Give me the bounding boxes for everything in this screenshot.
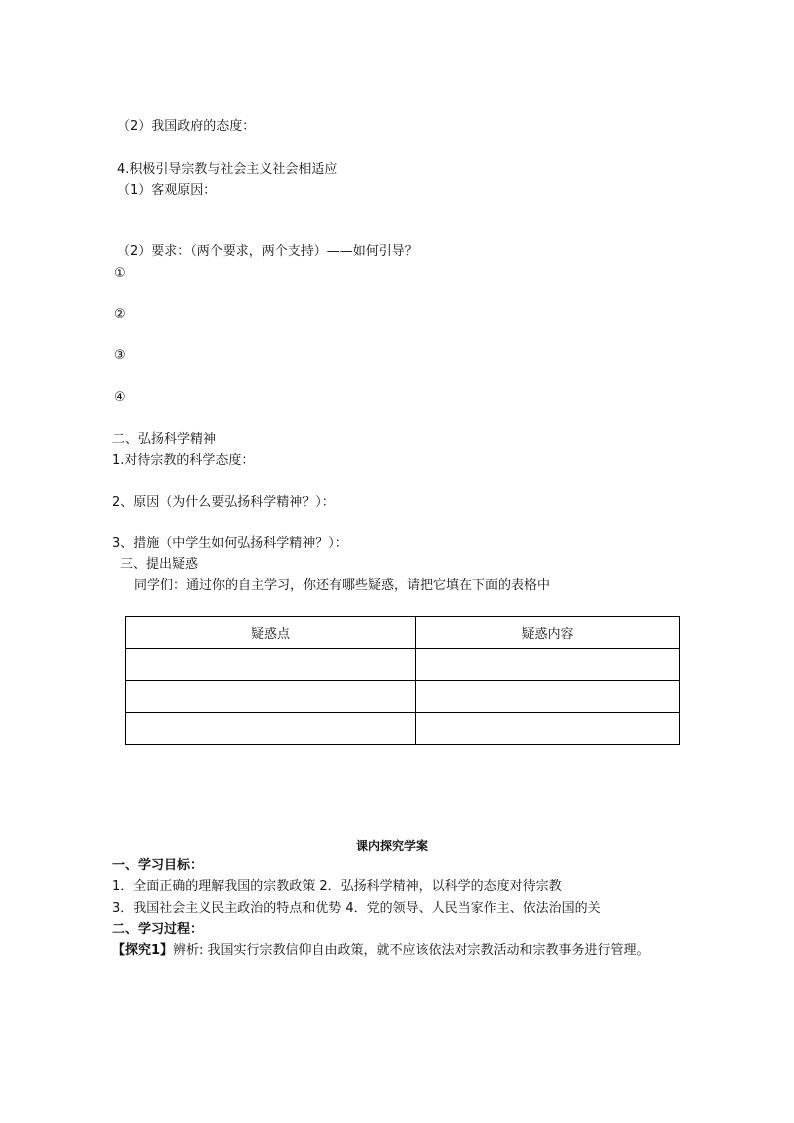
- doubt-point-cell[interactable]: [126, 713, 416, 745]
- goals-heading: 一、学习目标：: [112, 858, 204, 873]
- answer-marker-3: ③: [114, 348, 126, 363]
- doubt-content-header: 疑惑内容: [416, 617, 680, 649]
- explore-1-tag: 【探究1】: [112, 943, 174, 958]
- classroom-title: 课内探究学案: [356, 839, 429, 853]
- section2-item1: 1.对待宗教的科学态度：: [112, 453, 255, 468]
- section2-item3: 3、措施（中学生如何弘扬科学精神？）：: [112, 536, 348, 551]
- requirements-question: （2）要求：（两个要求，两个支持）——如何引导？: [117, 244, 418, 259]
- table-row: [126, 649, 680, 681]
- doubt-content-cell[interactable]: [416, 649, 680, 681]
- objective-reason-question: （1）客观原因：: [117, 183, 217, 198]
- doubt-point-header: 疑惑点: [126, 617, 416, 649]
- answer-marker-1: ①: [114, 266, 126, 281]
- gov-attitude-question: （2）我国政府的态度：: [117, 119, 256, 134]
- explore-1-line: [112, 942, 650, 960]
- doubt-point-cell[interactable]: [126, 649, 416, 681]
- section3-heading: 三、提出疑惑: [120, 557, 199, 572]
- answer-marker-4: ④: [114, 390, 126, 405]
- table-row: [126, 713, 680, 745]
- process-heading: 二、学习过程：: [112, 922, 204, 937]
- table-header-row: [126, 617, 680, 649]
- table-row: [126, 681, 680, 713]
- answer-marker-2: ②: [114, 307, 126, 322]
- doubt-table: [125, 616, 680, 745]
- goal-line-1: 1．全面正确的理解我国的宗教政策 2．弘扬科学精神，以科学的态度对待宗教: [112, 879, 562, 894]
- section3-instruction: 同学们：通过你的自主学习，你还有哪些疑惑，请把它填在下面的表格中: [134, 578, 551, 593]
- doubt-content-cell[interactable]: [416, 681, 680, 713]
- goal-line-2: 3．我国社会主义民主政治的特点和优势 4．党的领导、人民当家作主、依法治国的关: [112, 901, 601, 916]
- doubt-point-cell[interactable]: [126, 681, 416, 713]
- explore-1-text: 辨析: 我国实行宗教信仰自由政策，就不应该依法对宗教活动和宗教事务进行管理。: [173, 943, 650, 958]
- section4-title: 4.积极引导宗教与社会主义社会相适应: [117, 162, 338, 177]
- section2-heading: 二、弘扬科学精神: [112, 432, 217, 447]
- section2-item2: 2、原因（为什么要弘扬科学精神？）：: [112, 495, 335, 510]
- doubt-content-cell[interactable]: [416, 713, 680, 745]
